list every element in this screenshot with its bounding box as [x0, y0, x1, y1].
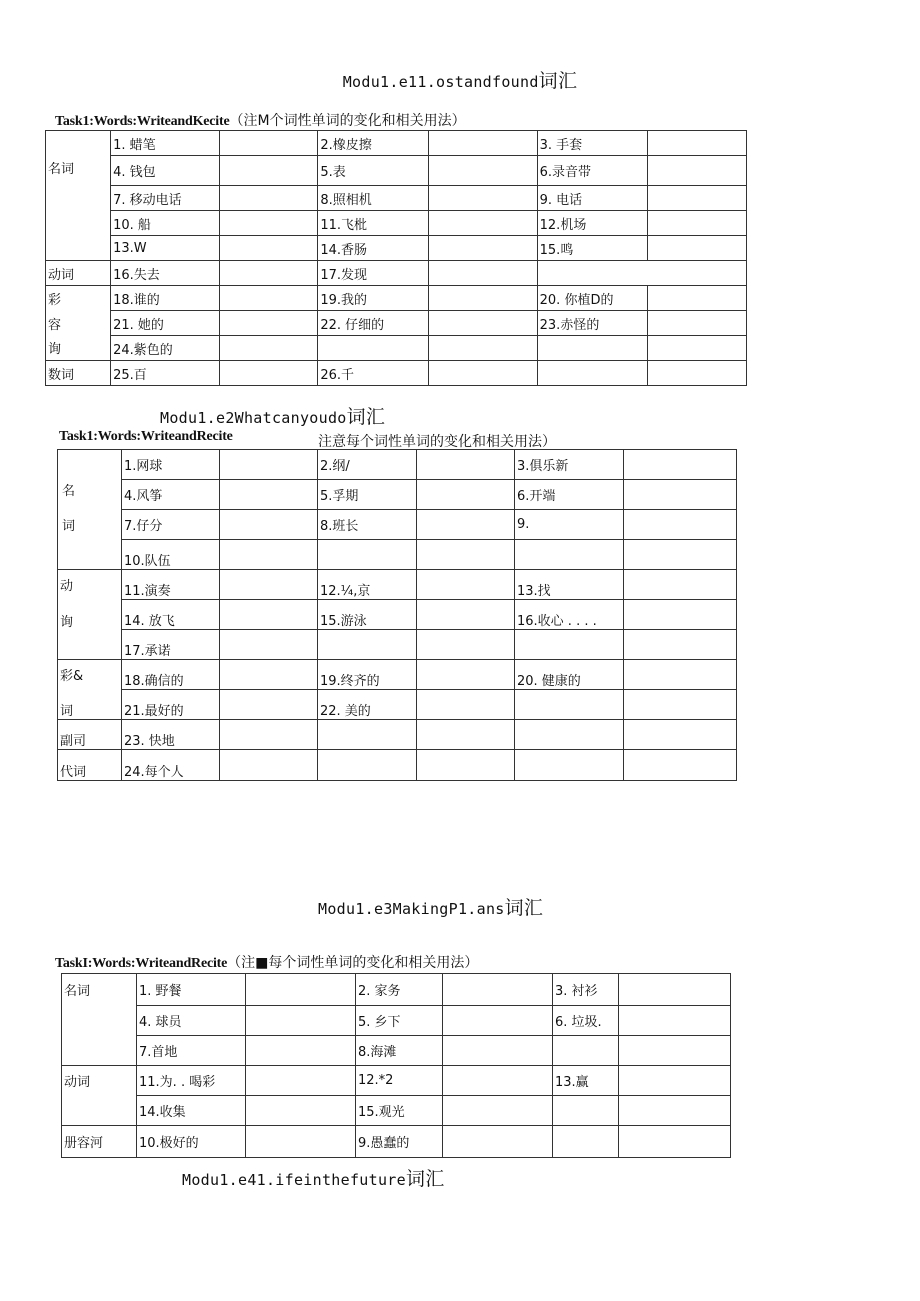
- module2-task-note: 注意每个词性单词的变化和相关用法）: [318, 434, 556, 450]
- table-row: [58, 480, 737, 510]
- answer-cell[interactable]: [220, 600, 318, 630]
- answer-cell[interactable]: [220, 186, 318, 211]
- word-cell: 17.承诺: [122, 630, 220, 660]
- module2-title: [160, 402, 385, 429]
- word-cell: 26.千: [318, 361, 428, 386]
- word-cell: 1. 野餐: [137, 974, 246, 1006]
- answer-cell[interactable]: [647, 131, 746, 156]
- word-cell: 13.W: [111, 236, 220, 261]
- word-cell: 20. 健康的: [515, 660, 624, 690]
- word-cell: 8.照相机: [318, 186, 428, 211]
- word-cell: 11.演奏: [122, 570, 220, 600]
- word-cell: 4.风筝: [122, 480, 220, 510]
- module3-title-zh: 词汇: [504, 897, 544, 919]
- category-cell-noun: 名词: [62, 974, 137, 1006]
- word-cell: 21.最好的: [122, 690, 220, 720]
- category-cell-verb-1: 动: [58, 570, 122, 600]
- answer-cell[interactable]: [428, 336, 537, 361]
- answer-cell[interactable]: [428, 361, 537, 386]
- table-row: [62, 1006, 731, 1036]
- module2-task-label: Task1:Words:WriteandRecite: [59, 429, 233, 444]
- answer-cell[interactable]: [624, 450, 737, 480]
- module2-task-label-wrap: [59, 428, 233, 445]
- category-cell-verb: 动词: [46, 261, 111, 286]
- empty-cell: [537, 361, 647, 386]
- word-cell: 11.为. . 喝彩: [137, 1066, 246, 1096]
- empty-cell: [537, 261, 746, 286]
- module1-task: [55, 110, 466, 130]
- answer-cell[interactable]: [220, 660, 318, 690]
- module3-task: [55, 952, 478, 972]
- answer-cell[interactable]: [220, 540, 318, 570]
- module3-task-note: （注■每个词性单词的变化和相关用法）: [227, 955, 479, 971]
- table-row: [46, 286, 747, 311]
- table-row: [58, 510, 737, 540]
- empty-cell: [553, 1036, 619, 1066]
- answer-cell[interactable]: [624, 720, 737, 750]
- table-row: [62, 1066, 731, 1096]
- answer-cell[interactable]: [647, 236, 746, 261]
- answer-cell[interactable]: [619, 1036, 731, 1066]
- word-cell: 14. 放飞: [122, 600, 220, 630]
- answer-cell[interactable]: [647, 211, 746, 236]
- category-cell-num: 数词: [46, 361, 111, 386]
- word-cell: 18.确信的: [122, 660, 220, 690]
- category-cell-verb: 动词: [62, 1066, 137, 1096]
- answer-cell[interactable]: [624, 750, 737, 781]
- word-cell: 15.观光: [356, 1096, 443, 1126]
- category-cell: [58, 450, 122, 480]
- word-cell: 6.录音带: [537, 156, 647, 186]
- empty-cell: [553, 1096, 619, 1126]
- answer-cell[interactable]: [647, 156, 746, 186]
- table-row: [58, 630, 737, 660]
- answer-cell[interactable]: [220, 236, 318, 261]
- answer-cell[interactable]: [647, 186, 746, 211]
- category-cell: [58, 540, 122, 570]
- answer-cell[interactable]: [443, 974, 553, 1006]
- module4-title-en: Modu1.e41.ifeinthefuture: [182, 1171, 406, 1189]
- answer-cell[interactable]: [246, 1006, 356, 1036]
- word-cell: 6.开端: [515, 480, 624, 510]
- empty-cell: [318, 720, 417, 750]
- word-cell: 24.紫色的: [111, 336, 220, 361]
- module3-title-en: Modu1.e3MakingP1.ans: [318, 900, 505, 918]
- answer-cell[interactable]: [220, 690, 318, 720]
- word-cell: 16.收心 . . . .: [515, 600, 624, 630]
- answer-cell[interactable]: [246, 974, 356, 1006]
- table-row: [46, 311, 747, 336]
- answer-cell[interactable]: [417, 540, 515, 570]
- answer-cell[interactable]: [624, 690, 737, 720]
- category-cell: [58, 630, 122, 660]
- word-cell: 4. 球员: [137, 1006, 246, 1036]
- word-cell: 2. 家务: [356, 974, 443, 1006]
- table-row: [62, 1126, 731, 1158]
- word-cell: 22. 美的: [318, 690, 417, 720]
- module3-task-label: TaskI:Words:WriteandRecite: [55, 956, 228, 971]
- table-row: [58, 570, 737, 600]
- answer-cell[interactable]: [428, 156, 537, 186]
- module1-title: [0, 66, 920, 93]
- word-cell: 23. 快地: [122, 720, 220, 750]
- answer-cell[interactable]: [624, 570, 737, 600]
- module1-title-zh: 词汇: [538, 70, 578, 92]
- empty-cell: [515, 540, 624, 570]
- category-cell-adj-1: 彩: [46, 286, 111, 311]
- answer-cell[interactable]: [417, 690, 515, 720]
- word-cell: 24.每个人: [122, 750, 220, 781]
- answer-cell[interactable]: [428, 186, 537, 211]
- answer-cell[interactable]: [220, 261, 318, 286]
- module1-task-label: Task1:Words:WriteandKecite: [55, 114, 230, 129]
- table-row: [46, 211, 747, 236]
- answer-cell[interactable]: [624, 660, 737, 690]
- table-row: [58, 750, 737, 781]
- category-cell-adj-1: 彩&: [58, 660, 122, 690]
- word-cell: 7.首地: [137, 1036, 246, 1066]
- answer-cell[interactable]: [624, 510, 737, 540]
- word-cell: 14.收集: [137, 1096, 246, 1126]
- answer-cell[interactable]: [619, 1126, 731, 1158]
- category-cell: [46, 186, 111, 211]
- word-cell: 21. 她的: [111, 311, 220, 336]
- table-row: [62, 1036, 731, 1066]
- word-cell: 8.海滩: [356, 1036, 443, 1066]
- answer-cell[interactable]: [220, 750, 318, 781]
- word-cell: 7. 移动电话: [111, 186, 220, 211]
- answer-cell[interactable]: [428, 286, 537, 311]
- word-cell: 5.孚期: [318, 480, 417, 510]
- module1-vocab-table: [45, 130, 747, 386]
- empty-cell: [515, 630, 624, 660]
- module3-title: [318, 893, 543, 920]
- category-cell-verb-2: 询: [58, 600, 122, 630]
- word-cell: 25.百: [111, 361, 220, 386]
- word-cell: 9.: [515, 510, 624, 540]
- word-cell: 11.飞枇: [318, 211, 428, 236]
- answer-cell[interactable]: [417, 450, 515, 480]
- answer-cell[interactable]: [647, 361, 746, 386]
- answer-cell[interactable]: [220, 311, 318, 336]
- answer-cell[interactable]: [220, 361, 318, 386]
- word-cell: 13.找: [515, 570, 624, 600]
- answer-cell[interactable]: [619, 974, 731, 1006]
- answer-cell[interactable]: [220, 480, 318, 510]
- word-cell: 4. 钱包: [111, 156, 220, 186]
- word-cell: 5. 乡下: [356, 1006, 443, 1036]
- word-cell: 18.谁的: [111, 286, 220, 311]
- table-row: [46, 336, 747, 361]
- answer-cell[interactable]: [443, 1066, 553, 1096]
- module2-task-note-wrap: [318, 431, 556, 451]
- module2-vocab-table: [57, 449, 737, 781]
- empty-cell: [515, 720, 624, 750]
- table-row: [58, 690, 737, 720]
- category-cell: [62, 1096, 137, 1126]
- answer-cell[interactable]: [428, 261, 537, 286]
- empty-cell: [515, 750, 624, 781]
- word-cell: 16.失去: [111, 261, 220, 286]
- answer-cell[interactable]: [443, 1036, 553, 1066]
- answer-cell[interactable]: [220, 570, 318, 600]
- empty-cell: [318, 630, 417, 660]
- word-cell: 3. 手套: [537, 131, 647, 156]
- word-cell: 9.愚蠢的: [356, 1126, 443, 1158]
- word-cell: 19.终齐的: [318, 660, 417, 690]
- category-cell: [46, 236, 111, 261]
- category-cell: [46, 211, 111, 236]
- answer-cell[interactable]: [443, 1126, 553, 1158]
- word-cell: 15.鸣: [537, 236, 647, 261]
- category-cell-noun: 名词: [46, 156, 111, 186]
- category-cell: [62, 1006, 137, 1036]
- answer-cell[interactable]: [220, 510, 318, 540]
- answer-cell[interactable]: [443, 1006, 553, 1036]
- table-row: [46, 186, 747, 211]
- module2-title-en: Modu1.e2Whatcanyoudo: [160, 409, 347, 427]
- answer-cell[interactable]: [246, 1036, 356, 1066]
- word-cell: 20. 你植D的: [537, 286, 647, 311]
- word-cell: 6. 垃圾.: [553, 1006, 619, 1036]
- category-cell-adj: 册容河: [62, 1126, 137, 1158]
- empty-cell: [537, 336, 647, 361]
- answer-cell[interactable]: [417, 720, 515, 750]
- category-cell: [62, 1036, 137, 1066]
- answer-cell[interactable]: [246, 1096, 356, 1126]
- answer-cell[interactable]: [647, 336, 746, 361]
- word-cell: 22. 仔细的: [318, 311, 428, 336]
- word-cell: 15.游泳: [318, 600, 417, 630]
- category-cell-noun-1: 名: [58, 480, 122, 510]
- answer-cell[interactable]: [624, 480, 737, 510]
- word-cell: 13.赢: [553, 1066, 619, 1096]
- table-row: [46, 131, 747, 156]
- answer-cell[interactable]: [417, 600, 515, 630]
- empty-cell: [553, 1126, 619, 1158]
- answer-cell[interactable]: [220, 720, 318, 750]
- module3-vocab-table: [61, 973, 731, 1158]
- word-cell: 2.纲/: [318, 450, 417, 480]
- answer-cell[interactable]: [624, 600, 737, 630]
- table-row: [58, 720, 737, 750]
- answer-cell[interactable]: [220, 156, 318, 186]
- answer-cell[interactable]: [428, 211, 537, 236]
- answer-cell[interactable]: [619, 1066, 731, 1096]
- category-cell-adv: 副司: [58, 720, 122, 750]
- answer-cell[interactable]: [417, 750, 515, 781]
- word-cell: 19.我的: [318, 286, 428, 311]
- answer-cell[interactable]: [443, 1096, 553, 1126]
- category-cell-adj-2: 容: [46, 311, 111, 336]
- table-row: [58, 540, 737, 570]
- answer-cell[interactable]: [417, 630, 515, 660]
- answer-cell[interactable]: [220, 630, 318, 660]
- answer-cell[interactable]: [428, 236, 537, 261]
- word-cell: 17.发现: [318, 261, 428, 286]
- answer-cell[interactable]: [246, 1066, 356, 1096]
- answer-cell[interactable]: [417, 660, 515, 690]
- word-cell: 1. 蜡笔: [111, 131, 220, 156]
- empty-cell: [318, 540, 417, 570]
- word-cell: 12.机场: [537, 211, 647, 236]
- answer-cell[interactable]: [220, 211, 318, 236]
- word-cell: 3.俱乐新: [515, 450, 624, 480]
- answer-cell[interactable]: [624, 540, 737, 570]
- empty-cell: [318, 750, 417, 781]
- word-cell: 10.队伍: [122, 540, 220, 570]
- category-cell-noun-2: 词: [58, 510, 122, 540]
- answer-cell[interactable]: [624, 630, 737, 660]
- table-row: [46, 156, 747, 186]
- answer-cell[interactable]: [220, 336, 318, 361]
- table-row: [62, 1096, 731, 1126]
- answer-cell[interactable]: [220, 450, 318, 480]
- answer-cell[interactable]: [647, 286, 746, 311]
- answer-cell[interactable]: [619, 1006, 731, 1036]
- module1-title-en: Modu1.e11.ostandfound: [342, 73, 539, 91]
- table-row: [46, 361, 747, 386]
- module4-title: [182, 1164, 445, 1191]
- category-cell: [46, 131, 111, 156]
- module2-title-zh: 词汇: [346, 406, 386, 428]
- answer-cell[interactable]: [428, 131, 537, 156]
- word-cell: 12.¼,京: [318, 570, 417, 600]
- word-cell: 1.网球: [122, 450, 220, 480]
- word-cell: 23.赤怪的: [537, 311, 647, 336]
- answer-cell[interactable]: [647, 311, 746, 336]
- table-row: [46, 236, 747, 261]
- module1-task-note: （注M个词性单词的变化和相关用法）: [229, 113, 466, 129]
- answer-cell[interactable]: [619, 1096, 731, 1126]
- answer-cell[interactable]: [428, 311, 537, 336]
- word-cell: 12.*2: [356, 1066, 443, 1096]
- module4-title-zh: 词汇: [405, 1168, 445, 1190]
- word-cell: 5.表: [318, 156, 428, 186]
- table-row: [58, 660, 737, 690]
- table-row: [46, 261, 747, 286]
- empty-cell: [515, 690, 624, 720]
- empty-cell: [318, 336, 428, 361]
- table-row: [58, 450, 737, 480]
- table-row: [62, 974, 731, 1006]
- answer-cell[interactable]: [417, 570, 515, 600]
- category-cell-adj-3: 询: [46, 336, 111, 361]
- word-cell: 10.极好的: [137, 1126, 246, 1158]
- word-cell: 10. 船: [111, 211, 220, 236]
- answer-cell[interactable]: [220, 131, 318, 156]
- table-row: [58, 600, 737, 630]
- word-cell: 14.香肠: [318, 236, 428, 261]
- category-cell-pron: 代词: [58, 750, 122, 781]
- word-cell: 7.仔分: [122, 510, 220, 540]
- answer-cell[interactable]: [417, 510, 515, 540]
- category-cell-adj-2: 词: [58, 690, 122, 720]
- answer-cell[interactable]: [220, 286, 318, 311]
- answer-cell[interactable]: [246, 1126, 356, 1158]
- word-cell: 9. 电话: [537, 186, 647, 211]
- word-cell: 2.橡皮擦: [318, 131, 428, 156]
- word-cell: 3. 衬衫: [553, 974, 619, 1006]
- word-cell: 8.班长: [318, 510, 417, 540]
- answer-cell[interactable]: [417, 480, 515, 510]
